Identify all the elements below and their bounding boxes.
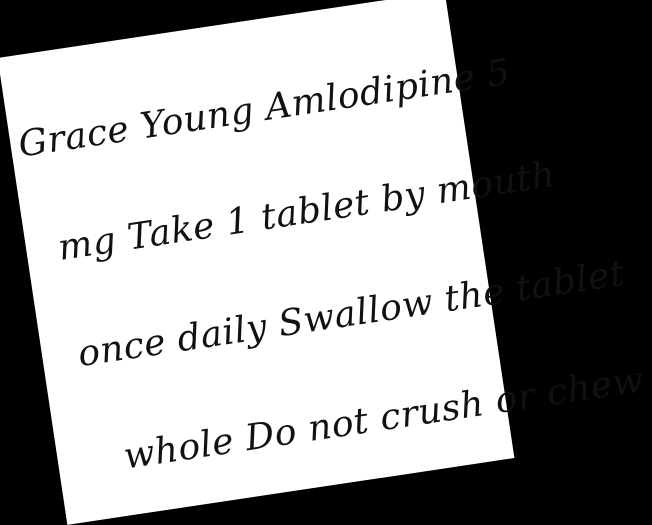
label-line-frequency: once daily Swallow the tablet xyxy=(75,252,628,376)
label-line-warning: whole Do not crush or chew xyxy=(120,359,647,478)
label-line-dose: mg Take 1 tablet by mouth xyxy=(55,154,558,269)
label-line-patient-drug: Grace Young Amlodipine 5 xyxy=(15,51,514,166)
